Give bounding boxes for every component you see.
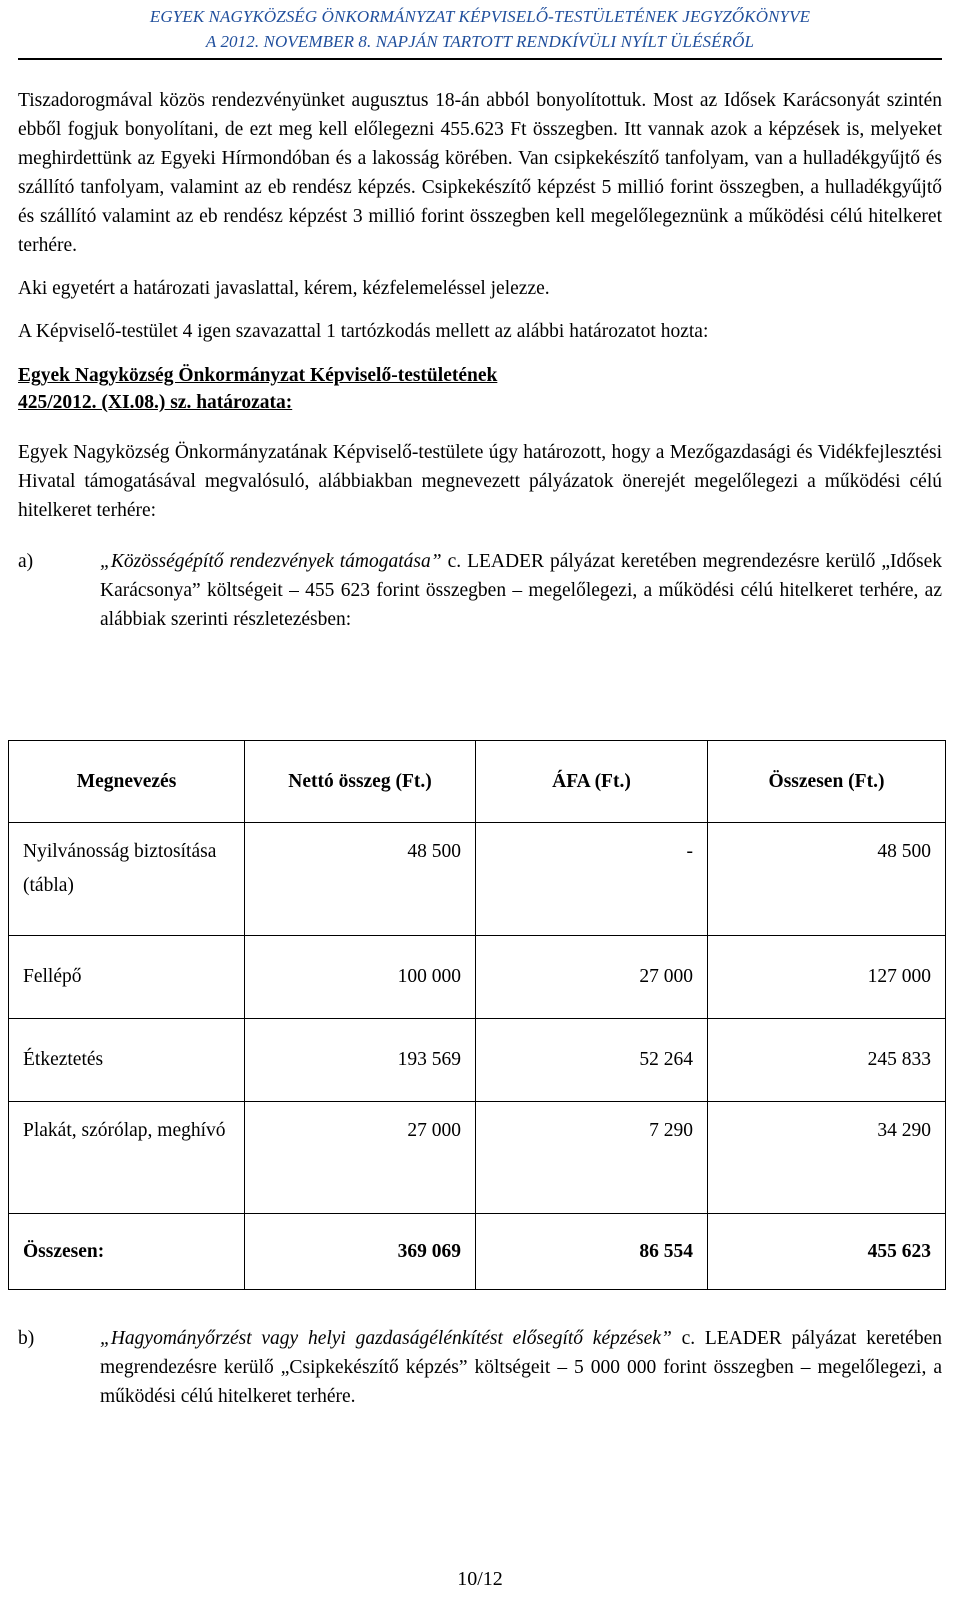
paragraph-3: A Képviselő-testület 4 igen szavazattal 1 tartózkodás mellett az alábbi határozatot hozta: — [18, 321, 709, 342]
cell-total: 127 000 — [708, 936, 946, 1019]
total-sum: 455 623 — [708, 1214, 946, 1290]
item-a-text: c. LEADER pályázat keretében megrendezésre kerülő „Idősek Karácsonya” költségeit – 455 623 forint összegben – megelőlegezi, a működési célú hitelkeret terhére, az alábbiak szerinti részletezésben: — [100, 551, 942, 630]
header-line-2: A 2012. NOVEMBER 8. NAPJÁN TARTOTT RENDKÍVÜLI NYÍLT ÜLÉSÉRŐL — [205, 32, 755, 51]
cell-total: 245 833 — [708, 1019, 946, 1102]
header-cell-vat: ÁFA (Ft.) — [476, 741, 708, 823]
table-row — [9, 823, 946, 936]
header-line-1: EGYEK NAGYKÖZSÉG ÖNKORMÁNYZAT KÉPVISELŐ-TESTÜLETÉNEK JEGYZŐKÖNYVE — [149, 7, 811, 26]
item-b-body — [100, 1324, 942, 1411]
item-b-title: „Hagyományőrzést vagy helyi gazdaságélénkítést elősegítő képzések” — [100, 1328, 672, 1349]
paragraph-1: Tiszadorogmával közös rendezvényünket augusztus 18-án abból bonyolítottuk. Most az Idősek Karácsonyát szintén ebből fogjuk bonyolítani, de ezt meg kell előlegezni 455.623 Ft összegben. Itt vannak azok a képzések is, melyeket meghirdettünk az Egyeki Hírmondóban és a lakosság körében. Van csipkekészítő tanfolyam, van a hulladékgyűjtő és szállító tanfolyam, valamint az eb rendész képzés. Csipkekészítő képzést 5 millió forint összegben, a hulladékgyűjtő és szállító valamint az eb rendész képzést 3 millió forint összegben kell megelőlegeznünk a működési célú hitelkeret terhére. — [18, 90, 942, 256]
cell-net: 100 000 — [245, 936, 476, 1019]
cell-net: 27 000 — [245, 1102, 476, 1214]
total-net: 369 069 — [245, 1214, 476, 1290]
cell-item-name: Nyilvánosság biztosítása (tábla) — [9, 823, 245, 936]
document-body — [18, 86, 942, 634]
item-a-title: „Közösségépítő rendezvények támogatása” — [100, 551, 442, 572]
header-cell-net: Nettó összeg (Ft.) — [245, 741, 476, 823]
cell-item-name: Étkeztetés — [9, 1019, 245, 1102]
cell-net: 193 569 — [245, 1019, 476, 1102]
page-number: 10/12 — [457, 1568, 503, 1590]
total-vat: 86 554 — [476, 1214, 708, 1290]
cell-item-name: Plakát, szórólap, meghívó — [9, 1102, 245, 1214]
item-b-section — [18, 1324, 942, 1411]
table-row — [9, 936, 946, 1019]
table-row — [9, 1019, 946, 1102]
item-a-body — [100, 547, 942, 634]
cell-vat: 27 000 — [476, 936, 708, 1019]
cell-vat: 7 290 — [476, 1102, 708, 1214]
cell-total: 48 500 — [708, 823, 946, 936]
cell-vat: 52 264 — [476, 1019, 708, 1102]
total-label: Összesen: — [9, 1214, 245, 1290]
item-a-marker: a) — [18, 551, 34, 572]
cell-vat: - — [476, 823, 708, 936]
item-b-text: c. LEADER pályázat keretében megrendezésre kerülő „Csipkekészítő képzés” költségeit – 5 000 000 forint összegben – megelőlegezi, a működési célú hitelkeret terhére. — [100, 1328, 942, 1407]
cell-total: 34 290 — [708, 1102, 946, 1214]
item-b — [18, 1324, 942, 1411]
item-b-marker: b) — [18, 1328, 35, 1349]
item-a — [18, 547, 942, 634]
resolution-title-line-1: Egyek Nagyközség Önkormányzat Képviselő-testületének — [18, 365, 498, 386]
header-cell-name: Megnevezés — [9, 741, 245, 823]
table-total-row — [9, 1214, 946, 1290]
cell-item-name: Fellépő — [9, 936, 245, 1019]
document-header — [80, 4, 880, 54]
table-header-row — [9, 741, 946, 823]
paragraph-4: Egyek Nagyközség Önkormányzatának Képviselő-testülete úgy határozott, hogy a Mezőgazdasági és Vidékfejlesztési Hivatal támogatásával megvalósuló, alábbiakban megnevezett pályázatok önerejét megelőlegezi a működési célú hitelkeret terhére: — [18, 442, 942, 521]
cell-net: 48 500 — [245, 823, 476, 936]
resolution-title-line-2: 425/2012. (XI.08.) sz. határozata: — [18, 392, 293, 413]
table-row — [9, 1102, 946, 1214]
header-cell-total: Összesen (Ft.) — [708, 741, 946, 823]
paragraph-2: Aki egyetért a határozati javaslattal, kérem, kézfelemeléssel jelezze. — [18, 278, 550, 299]
resolution-title — [18, 362, 942, 416]
cost-table — [8, 740, 946, 1290]
header-divider — [18, 58, 942, 60]
